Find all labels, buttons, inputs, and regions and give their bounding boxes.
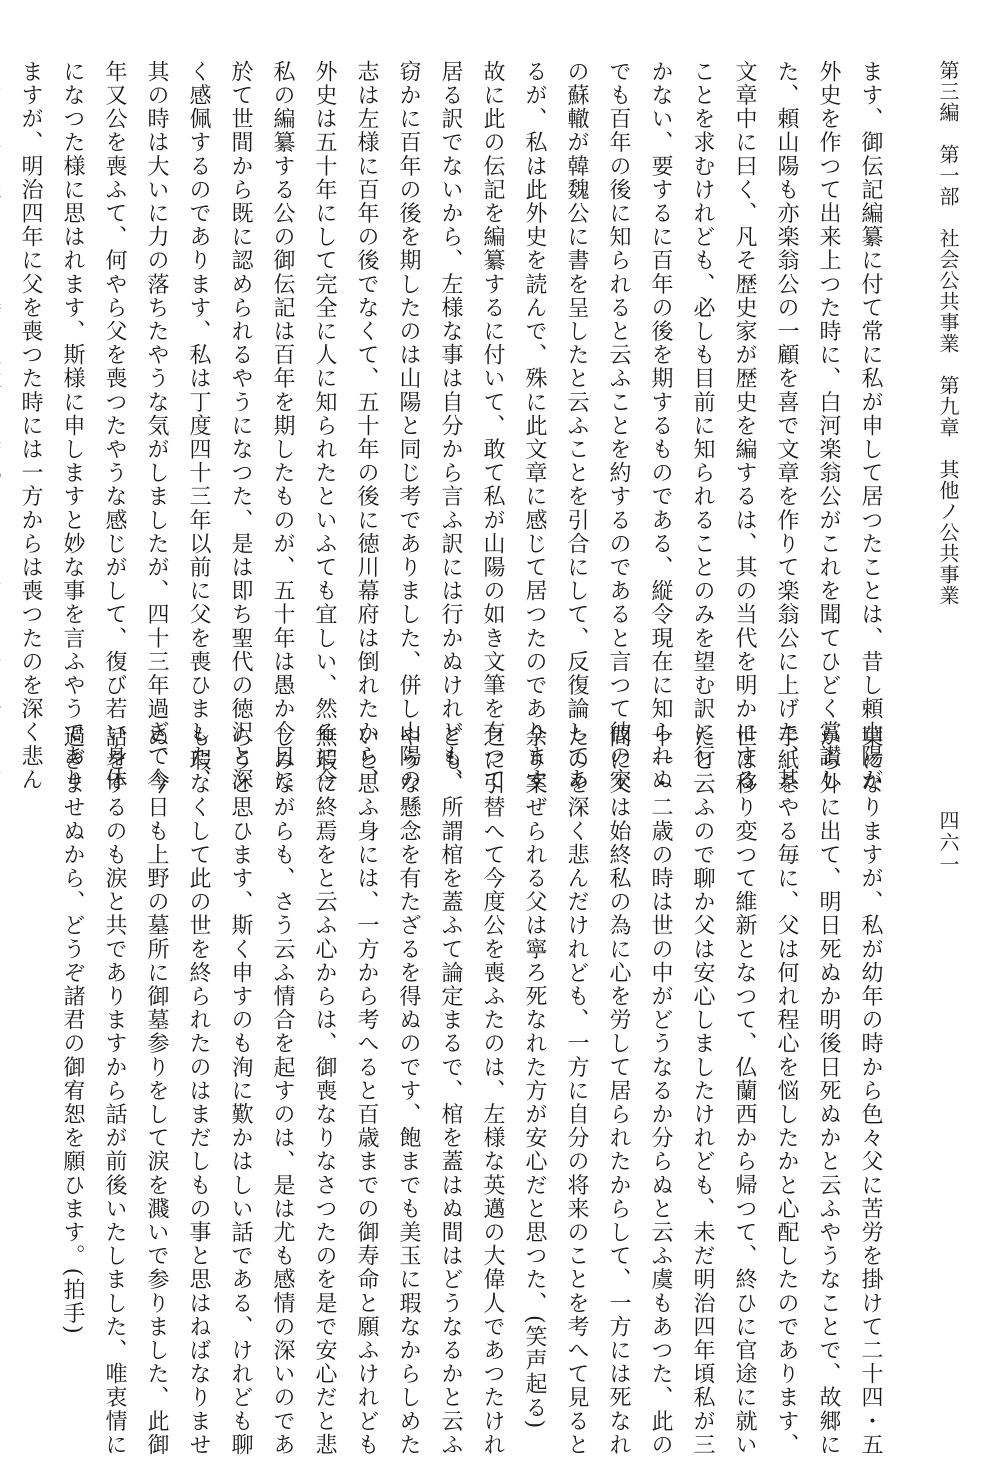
text-column: く感佩するのであります、私は丁度四十三年以前に父を喪ひました、 <box>186 60 211 792</box>
text-column: 外史を作つて出来上つた時に、白河楽翁公がこれを聞てひどく賞讃し <box>816 60 841 792</box>
text-column: 年又公を喪ふて、何やら父を喪つたやうな感じがして、復び若い身体 <box>102 60 127 792</box>
text-column: ぬ、今日も上野の墓所に御墓参りをして涙を濺いで参りました、此御 <box>144 725 169 1457</box>
text-column: 無瑕に終焉をと云ふ心からは、御喪なりなさつたのを是で安心だと悲 <box>312 725 337 1457</box>
text-column: 手紙をやる毎に、父は何れ程心を悩したかと心配したのであります、 <box>774 725 799 1457</box>
lower-text-block <box>60 725 891 1457</box>
text-column: やうな懸念を有たざるを得ぬのです、飽までも美玉に瑕なからしめた <box>396 725 421 1457</box>
text-column: 過ぎませぬから、どうぞ諸君の御宥恕を願ひます。(拍手) <box>60 725 85 1336</box>
text-column: 余り案ぜられる父は寧ろ死なれた方が安心だと思つた、(笑声起る) <box>522 725 547 1430</box>
text-column: 間に父は始終私の為に心を労して居られたからして、一方には死なれ <box>606 725 631 1457</box>
text-column: になつた様に思はれます、斯様に申しますと妙な事を言ふやうであり <box>60 60 85 792</box>
text-column: 私の編纂する公の御伝記は百年を期したものが、五十年は愚か今日に <box>270 60 295 792</box>
text-column: ども、所謂棺を蓋ふて論定まるで、棺を蓋はぬ間はどうなるかと云ふ <box>438 725 463 1457</box>
text-column <box>0 60 9 680</box>
text-column: も瑕なくして此の世を終られたのはまだしもの事と思はねばなりませ <box>186 725 211 1457</box>
text-column: 其の時は大いに力の落ちたやうな気がしましたが、四十三年過ぎて今 <box>144 60 169 792</box>
text-column: 十一・二歳の時は世の中がどうなるか分らぬと云ふ虞もあつた、此の <box>648 725 673 1457</box>
text-column: から外に出て、明日死ぬか明後日死ぬかと云ふやうなことで、故郷に <box>816 725 841 1457</box>
text-column: 葉になりますが、私が幼年の時から色々父に苦労を掛けて二十四・五 <box>858 725 883 1457</box>
text-column: 之に引替へて今度公を喪ふたのは、左様な英邁の大偉人であつたけれ <box>480 725 505 1457</box>
text-column: 居る訳でないから、左様な事は自分から言ふ訳には行かぬけれども、 <box>438 60 463 792</box>
text-column: 志は左様に百年の後でなくて、五十年の後に徳川幕府は倒れたから、 <box>354 60 379 792</box>
text-column: たのを深く悲んだけれども、一方に自分の将来のことを考へて見ると <box>564 725 589 1457</box>
text-column: かない、要するに百年の後を期するものである、縦令現在に知られぬ <box>648 60 673 792</box>
text-column: た、頼山陽も亦楽翁公の一顧を喜で文章を作りて楽翁公に上げた、其 <box>774 60 799 792</box>
text-column: 窃かに百年の後を期したのは山陽と同じ考でありました、併し山陽の <box>396 60 421 792</box>
text-column: ます、御伝記編纂に付て常に私が申して居つたことは、昔し頼山陽が <box>858 60 883 792</box>
text-column: ことを求むけれども、必しも目前に知られることのみを望む訳に行 <box>690 60 715 768</box>
text-column: でも百年の後に知られると云ふことを約するのであると言つて彼の宋 <box>606 60 631 792</box>
text-column: 於て世間から既に認められるやうになつた、是は即ち聖代の徳沢と深 <box>228 60 253 792</box>
text-column: らうと思ひます、斯く申すのも洵に歎かはしい話である、けれども聊 <box>228 725 253 1457</box>
text-column: 文章中に曰く、凡そ歴史家が歴史を編するは、其の当代を明かにする <box>732 60 757 792</box>
page-number: 四六一 <box>936 810 960 876</box>
text-column: の蘇轍が韓魏公に書を呈したと云ふことを引合にして、反復論してあ <box>564 60 589 792</box>
text-column: いと思ふ身には、一方から考へると百歳までの御寿命と願ふけれども <box>354 725 379 1457</box>
text-column: 世は移り変つて維新となつて、仏蘭西から帰つて、終ひに官途に就い <box>732 725 757 1457</box>
text-column: 話をするのも涙と共でありますから話が前後いたしました、唯衷情に <box>102 725 127 1457</box>
text-column: しみながらも、さう云ふ情合を起すのは、是は尤も感情の深いのであ <box>270 725 295 1457</box>
text-column: 故に此の伝記を編纂するに付いて、敢て私が山陽の如き文筆を有つて <box>480 60 505 792</box>
upper-text-block <box>18 60 891 792</box>
text-column: 外史は五十年にして完全に人に知られたといふても宜しい、然るに今 <box>312 60 337 792</box>
text-column: るが、私は此外史を読んで、殊に此文章に感じて居つたのであります <box>522 60 547 792</box>
running-header: 第三編 第一部 社会公共事業 第九章 其他ノ公共事業 <box>936 60 960 606</box>
text-column: たと云ふので聊か父は安心しましたけれども、未だ明治四年頃私が三 <box>690 725 715 1457</box>
text-column: ますが、明治四年に父を喪つた時には一方からは喪つたのを深く悲ん <box>18 60 43 792</box>
